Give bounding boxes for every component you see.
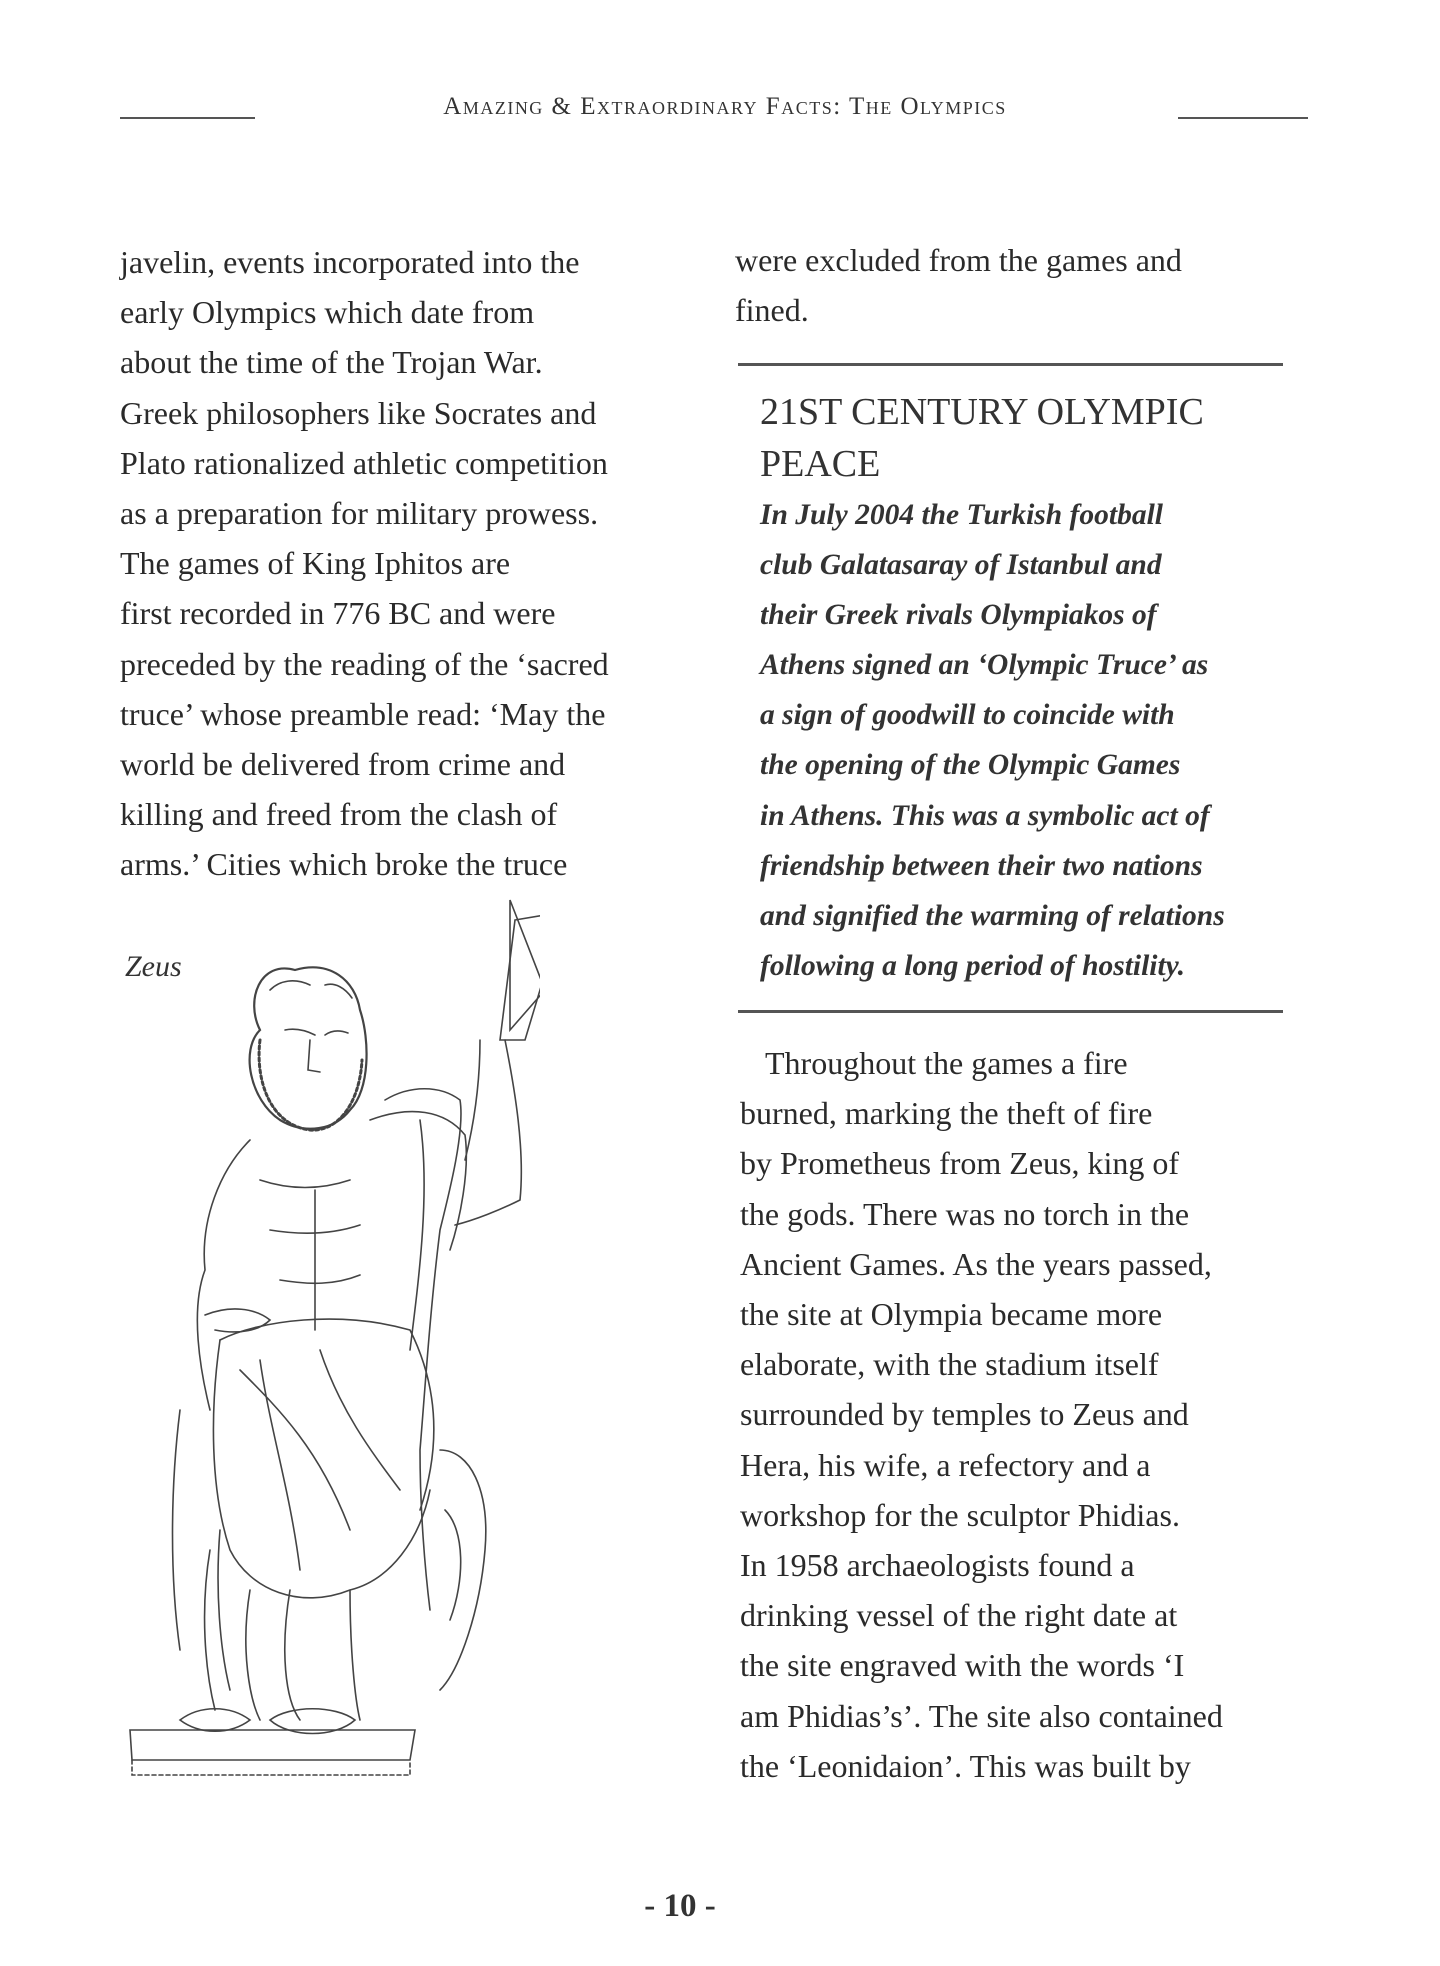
text-line: Ancient Games. As the years passed, xyxy=(740,1245,1212,1282)
text-line: arms.’ Cities which broke the truce xyxy=(120,846,568,883)
text-line: early Olympics which date from xyxy=(120,294,535,331)
header-rule-left xyxy=(120,117,255,119)
box-body-line: following a long period of hostility. xyxy=(760,949,1186,982)
text-line: the site engraved with the words ‘I xyxy=(740,1647,1185,1684)
box-title-line: PEACE xyxy=(760,443,881,485)
text-line: Plato rationalized athletic competition xyxy=(120,444,608,481)
text-line: first recorded in 776 BC and were xyxy=(120,595,556,632)
text-line: the ‘Leonidaion’. This was built by xyxy=(740,1747,1191,1784)
box-body-line: and signified the warming of relations xyxy=(760,899,1225,932)
zeus-illustration xyxy=(120,890,540,1810)
sidebar-box-title xyxy=(760,386,1300,490)
right-column-top-text xyxy=(735,235,1315,335)
text-line: fined. xyxy=(735,292,809,329)
box-title-line: 21ST CENTURY OLYMPIC xyxy=(760,391,1204,433)
text-line: Throughout the games a fire xyxy=(765,1045,1128,1081)
text-line: Hera, his wife, a refectory and a xyxy=(740,1446,1151,1483)
text-line: the gods. There was no torch in the xyxy=(740,1195,1190,1232)
box-body-line: a sign of goodwill to coincide with xyxy=(760,699,1175,732)
text-line: preceded by the reading of the ‘sacred xyxy=(120,645,609,682)
text-line: the site at Olympia became more xyxy=(740,1296,1163,1333)
text-line: am Phidias’s’. The site also contained xyxy=(740,1697,1223,1734)
header-rule-right xyxy=(1178,117,1308,119)
running-head: Amazing & Extraordinary Facts: The Olympics xyxy=(443,93,1007,120)
text-line: Greek philosophers like Socrates and xyxy=(120,394,597,431)
text-line: elaborate, with the stadium itself xyxy=(740,1346,1159,1383)
box-body-line: friendship between their two nations xyxy=(760,849,1203,882)
box-body-line: club Galatasaray of Istanbul and xyxy=(760,549,1162,582)
right-column-main-text xyxy=(740,1038,1310,1791)
text-line: about the time of the Trojan War. xyxy=(120,344,543,381)
text-line: truce’ whose preamble read: ‘May the xyxy=(120,695,606,732)
page-number: - 10 - xyxy=(644,1888,716,1924)
text-line: were excluded from the games and xyxy=(735,242,1182,278)
text-line: world be delivered from crime and xyxy=(120,746,566,783)
text-line: In 1958 archaeologists found a xyxy=(740,1547,1135,1584)
box-body-line: Athens signed an ‘Olympic Truce’ as xyxy=(760,649,1209,682)
sidebar-box-top-rule xyxy=(738,363,1283,366)
sidebar-box-bottom-rule xyxy=(738,1010,1283,1013)
left-column-text xyxy=(120,237,720,890)
text-line: surrounded by temples to Zeus and xyxy=(740,1396,1189,1433)
text-line: burned, marking the theft of fire xyxy=(740,1095,1153,1132)
text-line: javelin, events incorporated into the xyxy=(120,244,580,280)
text-line: The games of King Iphitos are xyxy=(120,545,511,582)
text-line: workshop for the sculptor Phidias. xyxy=(740,1496,1180,1533)
text-line: as a preparation for military prowess. xyxy=(120,495,599,532)
text-line: drinking vessel of the right date at xyxy=(740,1597,1178,1634)
figure-caption: Zeus xyxy=(125,950,182,983)
text-line: killing and freed from the clash of xyxy=(120,796,558,833)
box-body-line: the opening of the Olympic Games xyxy=(760,749,1181,782)
box-body-line: In July 2004 the Turkish football xyxy=(760,499,1163,531)
box-body-line: in Athens. This was a symbolic act of xyxy=(760,799,1210,832)
text-line: by Prometheus from Zeus, king of xyxy=(740,1145,1180,1182)
sidebar-box-body xyxy=(760,490,1320,991)
box-body-line: their Greek rivals Olympiakos of xyxy=(760,599,1157,632)
